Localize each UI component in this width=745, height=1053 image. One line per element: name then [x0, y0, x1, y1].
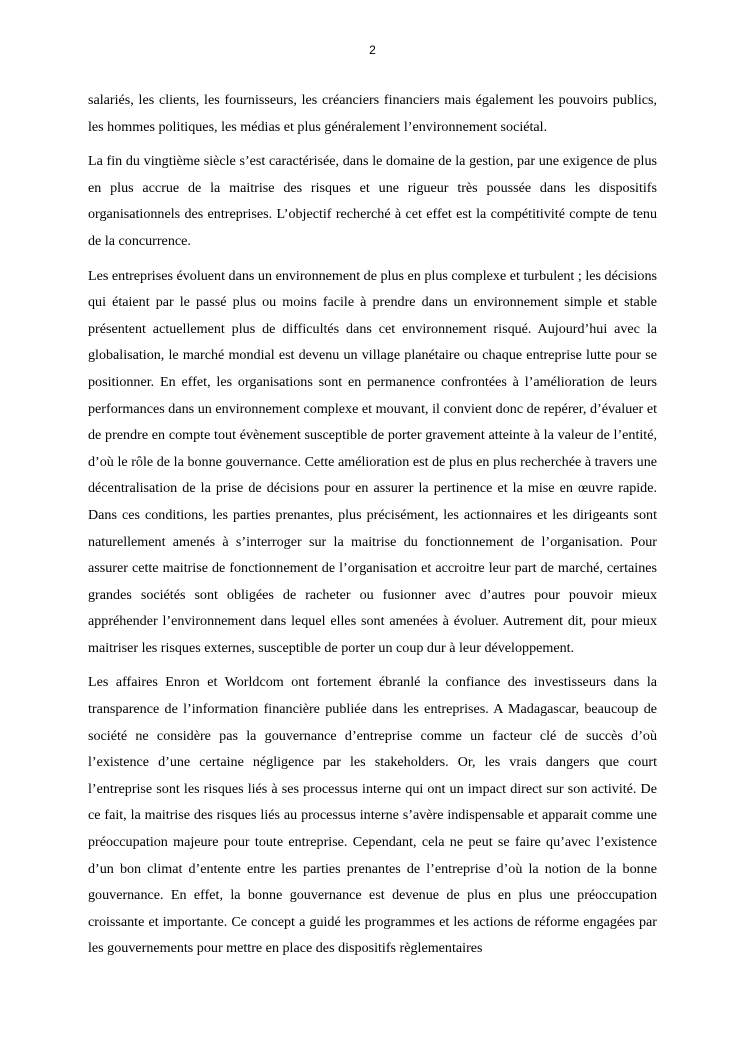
paragraph-complex-environment: Les entreprises évoluent dans un environnement de plus en plus complexe et turbulent ; les décisions qui étaient par le passé plus ou moins facile à prendre dans un environnement simple et stable présentent actuellement plus de difficultés dans cet environnement risqué. Aujourd’hui avec la globalisation, le marché mondial est devenu un village planétaire ou chaque entreprise lutte pour se positionner. En effet, les organisations sont en permanence confrontées à l’amélioration de leurs performances dans un environnement complexe et mouvant, il convient donc de repérer, d’évaluer et de prendre en compte tout évènement susceptible de porter gravement atteinte à la valeur de l’entité, d’où le rôle de la bonne gouvernance. Cette amélioration est de plus en plus recherchée à travers une décentralisation de la prise de décisions pour en assurer la pertinence et la mise en œuvre rapide. Dans ces conditions, les parties prenantes, plus précisément, les actionnaires et les dirigeants sont naturellement amenés à s’interroger sur la maitrise du fonctionnement de l’organisation. Pour assurer cette maitrise de fonctionnement de l’organisation et accroitre leur part de marché, certaines grandes sociétés sont obligées de racheter ou fusionner avec d’autres pour pouvoir mieux appréhender l’environnement dans lequel elles sont amenées à évoluer. Autrement dit, pour mieux maitriser les risques externes, susceptible de porter un coup dur à leur développement. [88, 267, 657, 656]
paragraph-end-of-century: La fin du vingtième siècle s’est caractérisée, dans le domaine de la gestion, par une exigence de plus en plus accrue de la maitrise des risques et une rigueur très poussée dans les dispositifs organisationnels des entreprises. L’objectif recherché à cet effet est la compétitivité compte de tenu de la concurrence. [88, 153, 657, 249]
document-body [88, 87, 657, 970]
page-number: 2 [369, 43, 376, 57]
paragraph-continuation: salariés, les clients, les fournisseurs, les créanciers financiers mais également les pouvoirs publics, les hommes politiques, les médias et plus généralement l’environnement sociétal. [88, 92, 657, 135]
paragraph-enron-worldcom: Les affaires Enron et Worldcom ont fortement ébranlé la confiance des investisseurs dans la transparence de l’information financière publiée dans les entreprises. A Madagascar, beaucoup de société ne considère pas la gouvernance d’entreprise comme un facteur clé de succès d’où l’existence d’une certaine négligence par les stakeholders. Or, les vrais dangers que court l’entreprise sont les risques liés à ses processus interne qui ont un impact direct sur son activité. De ce fait, la maitrise des risques liés au processus interne s’avère indispensable et apparait comme une préoccupation majeure pour toute entreprise. Cependant, cela ne peut se faire qu’avec l’existence d’un bon climat d’entente entre les parties prenantes de l’entreprise d’où la notion de la bonne gouvernance. En effet, la bonne gouvernance est devenue de plus en plus une préoccupation croissante et importante. Ce concept a guidé les programmes et les actions de réforme engagées par les gouvernements pour mettre en place des dispositifs règlementaires [88, 674, 657, 957]
